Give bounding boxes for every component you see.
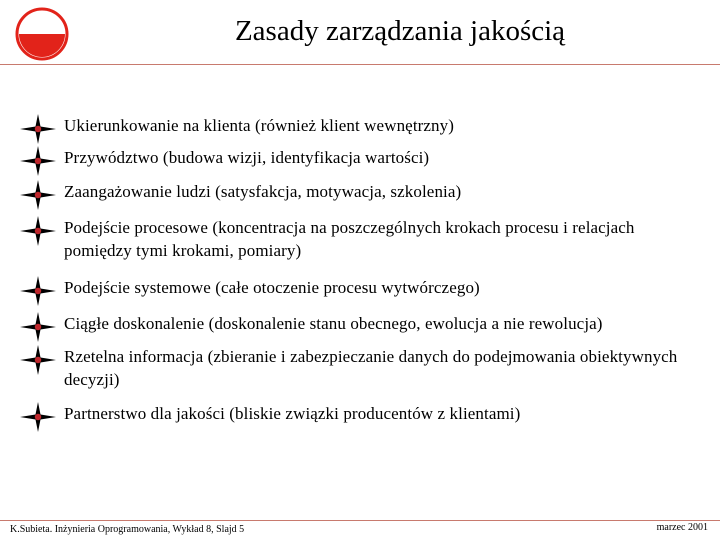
footer-source: K.Subieta. Inżynieria Oprogramowania, Wykład 8, Slajd 5 [10,524,245,535]
list-item-text: Podejście systemowe (całe otoczenie procesu wytwórczego) [64,278,480,297]
star-bullet-icon [20,216,56,246]
star-bullet-icon [20,276,56,306]
star-bullet-icon [20,312,56,342]
list-item-text: Podejście procesowe (koncentracja na poszczególnych krokach procesu i relacjach pomiędzy tymi krokami, pomiary) [64,218,635,260]
slide-title: Zasady zarządzania jakością [234,15,566,47]
star-bullet-icon [20,114,56,144]
star-bullet-icon [20,146,56,176]
star-bullet-icon [20,345,56,375]
footer-divider [0,520,720,521]
list-item-text: Przywództwo (budowa wizji, identyfikacja wartości) [64,148,430,167]
list-item-text: Zaangażowanie ludzi (satysfakcja, motywacja, szkolenia) [64,182,462,201]
footer-date: marzec 2001 [656,522,708,533]
list-item-text: Ukierunkowanie na klienta (również klient wewnętrzny) [64,116,455,135]
star-bullet-icon [20,402,56,432]
star-bullet-icon [20,180,56,210]
list-item-text: Partnerstwo dla jakości (bliskie związki producentów z klientami) [64,404,521,423]
list-item-text: Ciągłe doskonalenie (doskonalenie stanu obecnego, ewolucja a nie rewolucja) [64,314,603,333]
list-item-text: Rzetelna informacja (zbieranie i zabezpieczanie danych do podejmowania obiektywnych decyzji) [64,347,678,389]
